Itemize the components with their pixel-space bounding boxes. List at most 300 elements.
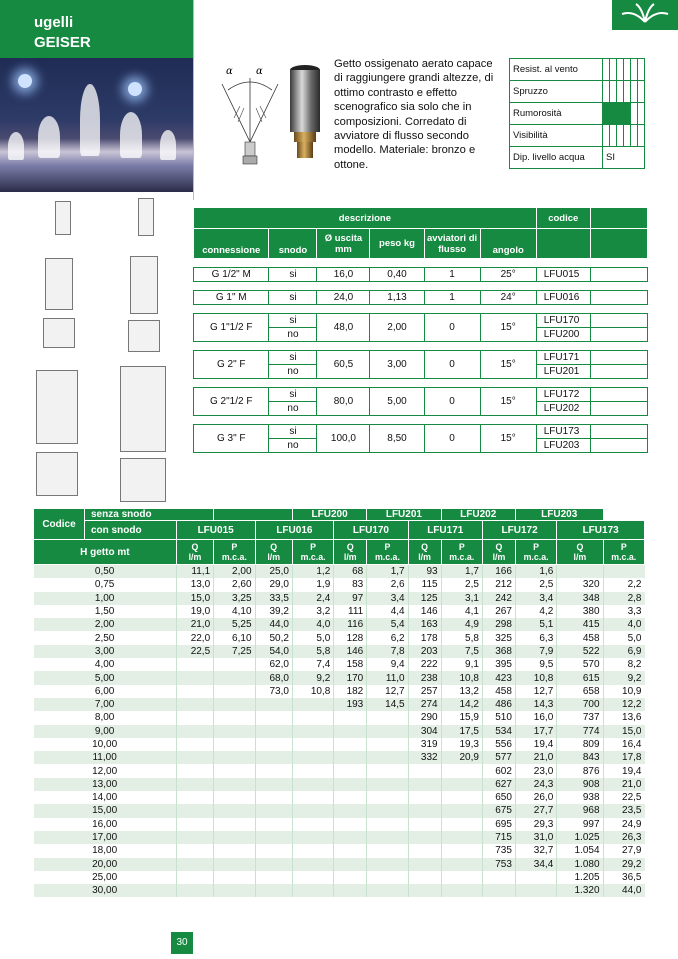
properties-table bbox=[509, 58, 645, 169]
water-jet bbox=[120, 112, 142, 158]
connection-cell: G 1/2" M bbox=[194, 268, 269, 282]
flow-q-cell bbox=[176, 858, 213, 871]
flow-q-cell: 39,2 bbox=[255, 605, 292, 618]
diameter-cell: 16,0 bbox=[317, 268, 370, 282]
angle-cell: 25° bbox=[480, 268, 536, 282]
flow-p-cell: 7,9 bbox=[515, 645, 556, 658]
flow-q-cell: 675 bbox=[482, 804, 515, 817]
flow-p-cell bbox=[367, 764, 408, 777]
flow-q-cell bbox=[334, 725, 367, 738]
flow-p-cell bbox=[441, 858, 482, 871]
col-peso: peso kg bbox=[370, 229, 424, 259]
flow-q-cell bbox=[176, 844, 213, 857]
senza-code: LFU200 bbox=[292, 509, 366, 521]
brand-logo-icon bbox=[612, 0, 678, 30]
flow-q-cell: 325 bbox=[482, 631, 515, 644]
code-row bbox=[194, 388, 648, 402]
con-snodo-row bbox=[34, 521, 645, 540]
angle-cell: 15° bbox=[480, 388, 536, 416]
code-row bbox=[194, 314, 648, 328]
flow-q-cell: 11,1 bbox=[176, 565, 213, 579]
flow-q-cell: 146 bbox=[408, 605, 441, 618]
angle-cell: 15° bbox=[480, 314, 536, 342]
height-cell: 2,00 bbox=[34, 618, 177, 631]
nozzle-spray-diagram bbox=[210, 62, 290, 172]
flow-p-cell bbox=[214, 764, 255, 777]
property-level-cell bbox=[624, 81, 631, 103]
con-snodo-label: con snodo bbox=[85, 521, 177, 540]
height-cell: 18,00 bbox=[34, 844, 177, 857]
flow-p-cell: 21,0 bbox=[603, 778, 644, 791]
code-row bbox=[194, 425, 648, 439]
empty-cell bbox=[590, 351, 647, 365]
connection-cell: G 1"1/2 F bbox=[194, 314, 269, 342]
diameter-cell: 48,0 bbox=[317, 314, 370, 342]
flow-row bbox=[34, 751, 645, 764]
q-header bbox=[176, 540, 213, 565]
senza-snodo-row bbox=[34, 509, 645, 521]
flow-p-cell: 3,2 bbox=[292, 605, 333, 618]
code-row bbox=[194, 291, 648, 305]
flow-p-cell: 5,1 bbox=[515, 618, 556, 631]
flow-q-cell: 570 bbox=[557, 658, 603, 671]
flow-q-cell: 695 bbox=[482, 818, 515, 831]
snodo-cell: si bbox=[269, 314, 317, 328]
p-label: P bbox=[533, 542, 540, 552]
empty-cell bbox=[590, 291, 647, 305]
flow-p-cell bbox=[367, 844, 408, 857]
flow-q-cell: 415 bbox=[557, 618, 603, 631]
flow-p-cell bbox=[367, 725, 408, 738]
flow-q-cell: 115 bbox=[408, 578, 441, 591]
q-header bbox=[557, 540, 603, 565]
flow-p-cell: 5,8 bbox=[441, 631, 482, 644]
flow-q-cell: 97 bbox=[334, 592, 367, 605]
flow-q-cell: 458 bbox=[482, 685, 515, 698]
flow-q-cell: 486 bbox=[482, 698, 515, 711]
angle-label-left: α bbox=[226, 66, 233, 77]
p-unit: m.c.a. bbox=[300, 552, 326, 562]
drawing-lfu173 bbox=[120, 366, 166, 452]
angle-cell: 15° bbox=[480, 425, 536, 453]
code-cell: LFU173 bbox=[536, 425, 590, 439]
weight-cell: 1,13 bbox=[370, 291, 424, 305]
flow-p-cell bbox=[214, 725, 255, 738]
property-level-cell bbox=[624, 59, 631, 81]
snodo-cell: si bbox=[269, 388, 317, 402]
p-header bbox=[292, 540, 333, 565]
weight-cell: 5,00 bbox=[370, 388, 424, 416]
flow-q-cell: 876 bbox=[557, 764, 603, 777]
flow-q-cell: 170 bbox=[334, 671, 367, 684]
code-cell: LFU015 bbox=[536, 268, 590, 282]
flow-q-cell: 116 bbox=[334, 618, 367, 631]
q-label: Q bbox=[270, 542, 278, 552]
flow-p-cell: 17,5 bbox=[441, 725, 482, 738]
flow-p-cell: 2,5 bbox=[515, 578, 556, 591]
flow-q-cell bbox=[255, 791, 292, 804]
flow-p-cell bbox=[214, 804, 255, 817]
flow-q-cell: 25,0 bbox=[255, 565, 292, 579]
q-label: Q bbox=[191, 542, 199, 552]
flow-q-cell: 577 bbox=[482, 751, 515, 764]
con-code: LFU015 bbox=[176, 521, 255, 540]
flow-p-cell bbox=[292, 791, 333, 804]
p-label: P bbox=[384, 542, 391, 552]
code-row bbox=[194, 351, 648, 365]
flow-q-cell bbox=[176, 725, 213, 738]
flow-row bbox=[34, 778, 645, 791]
property-level-cell bbox=[617, 59, 624, 81]
flow-q-cell bbox=[334, 778, 367, 791]
flow-q-cell: 242 bbox=[482, 592, 515, 605]
flow-p-cell bbox=[441, 818, 482, 831]
snodo-cell: si bbox=[269, 291, 317, 305]
flow-q-cell: 843 bbox=[557, 751, 603, 764]
flow-p-cell: 13,6 bbox=[603, 711, 644, 724]
flow-p-cell: 10,8 bbox=[292, 685, 333, 698]
flow-p-cell: 5,0 bbox=[603, 631, 644, 644]
flow-q-cell bbox=[334, 711, 367, 724]
flow-row bbox=[34, 764, 645, 777]
col-snodo: snodo bbox=[269, 229, 317, 259]
flow-q-cell bbox=[334, 764, 367, 777]
starters-cell: 0 bbox=[424, 314, 480, 342]
drawing-lfu173-base bbox=[120, 458, 166, 502]
flow-p-cell: 5,0 bbox=[292, 631, 333, 644]
flow-row bbox=[34, 605, 645, 618]
p-unit: m.c.a. bbox=[374, 552, 400, 562]
property-level-cell bbox=[638, 81, 645, 103]
flow-q-cell: 68,0 bbox=[255, 671, 292, 684]
flow-q-cell: 298 bbox=[482, 618, 515, 631]
property-row bbox=[510, 59, 645, 81]
flow-q-cell: 290 bbox=[408, 711, 441, 724]
property-level-cell bbox=[631, 59, 638, 81]
angle-cell: 24° bbox=[480, 291, 536, 305]
code-cell: LFU171 bbox=[536, 351, 590, 365]
flow-p-cell: 14,3 bbox=[515, 698, 556, 711]
snodo-cell: no bbox=[269, 402, 317, 416]
flow-p-cell: 24,9 bbox=[603, 818, 644, 831]
flow-p-cell bbox=[292, 698, 333, 711]
flow-row bbox=[34, 631, 645, 644]
flow-p-cell: 6,2 bbox=[367, 631, 408, 644]
flow-p-cell: 22,5 bbox=[603, 791, 644, 804]
water-jet bbox=[160, 130, 176, 160]
flow-p-cell: 5,4 bbox=[367, 618, 408, 631]
flow-p-cell: 9,2 bbox=[292, 671, 333, 684]
height-cell: 16,00 bbox=[34, 818, 177, 831]
flow-q-cell: 73,0 bbox=[255, 685, 292, 698]
p-label: P bbox=[458, 542, 465, 552]
con-code: LFU172 bbox=[482, 521, 556, 540]
height-cell: 25,00 bbox=[34, 871, 177, 884]
flow-p-cell: 7,4 bbox=[292, 658, 333, 671]
units-row bbox=[34, 540, 645, 565]
p-unit: m.c.a. bbox=[221, 552, 247, 562]
flow-p-cell: 9,1 bbox=[441, 658, 482, 671]
flow-q-cell bbox=[176, 658, 213, 671]
flow-p-cell: 26,0 bbox=[515, 791, 556, 804]
flow-q-cell: 68 bbox=[334, 565, 367, 579]
flow-q-cell bbox=[255, 831, 292, 844]
codes-table bbox=[193, 207, 648, 453]
starters-cell: 1 bbox=[424, 291, 480, 305]
flow-q-cell bbox=[176, 804, 213, 817]
p-label: P bbox=[620, 542, 627, 552]
property-label: Rumorosità bbox=[510, 103, 603, 125]
code-row bbox=[194, 268, 648, 282]
flow-p-cell bbox=[441, 884, 482, 897]
snodo-cell: si bbox=[269, 351, 317, 365]
flow-p-cell: 21,0 bbox=[515, 751, 556, 764]
flow-q-cell: 735 bbox=[482, 844, 515, 857]
property-level-cell bbox=[617, 81, 624, 103]
flow-q-cell bbox=[255, 844, 292, 857]
flow-p-cell bbox=[441, 791, 482, 804]
height-cell: 30,00 bbox=[34, 884, 177, 897]
p-unit: m.c.a. bbox=[611, 552, 637, 562]
property-row bbox=[510, 147, 645, 169]
flow-q-cell: 510 bbox=[482, 711, 515, 724]
flow-p-cell: 11,0 bbox=[367, 671, 408, 684]
flow-q-cell bbox=[176, 711, 213, 724]
diameter-cell: 100,0 bbox=[317, 425, 370, 453]
flow-p-cell bbox=[214, 778, 255, 791]
flow-q-cell bbox=[255, 818, 292, 831]
flow-q-cell: 44,0 bbox=[255, 618, 292, 631]
flow-q-cell: 203 bbox=[408, 645, 441, 658]
flow-row bbox=[34, 711, 645, 724]
flow-row bbox=[34, 831, 645, 844]
flow-p-cell: 44,0 bbox=[603, 884, 644, 897]
flow-q-cell: 222 bbox=[408, 658, 441, 671]
property-row bbox=[510, 81, 645, 103]
flow-p-cell: 12,7 bbox=[515, 685, 556, 698]
flow-q-cell: 715 bbox=[482, 831, 515, 844]
flow-q-cell bbox=[334, 818, 367, 831]
flow-p-cell bbox=[441, 764, 482, 777]
col-codice bbox=[536, 229, 590, 259]
flow-q-cell: 257 bbox=[408, 685, 441, 698]
flow-p-cell: 4,4 bbox=[367, 605, 408, 618]
flow-q-cell bbox=[255, 804, 292, 817]
code-cell: LFU202 bbox=[536, 402, 590, 416]
flow-q-cell bbox=[334, 751, 367, 764]
flow-p-cell bbox=[367, 818, 408, 831]
flow-p-cell: 14,2 bbox=[441, 698, 482, 711]
drawing-lfu171-base bbox=[36, 452, 78, 496]
flow-p-cell bbox=[441, 831, 482, 844]
flow-q-cell: 753 bbox=[482, 858, 515, 871]
property-level-cell bbox=[638, 125, 645, 147]
flow-p-cell: 5,8 bbox=[292, 645, 333, 658]
q-label: Q bbox=[495, 542, 503, 552]
flow-p-cell: 4,0 bbox=[292, 618, 333, 631]
flow-p-cell: 4,9 bbox=[441, 618, 482, 631]
flow-row bbox=[34, 698, 645, 711]
h-getto-header: H getto mt bbox=[34, 540, 177, 565]
flow-q-cell bbox=[176, 698, 213, 711]
senza-code: LFU203 bbox=[515, 509, 603, 521]
q-header bbox=[408, 540, 441, 565]
flow-q-cell: 54,0 bbox=[255, 645, 292, 658]
code-cell: LFU201 bbox=[536, 365, 590, 379]
senza-snodo-label: senza snodo bbox=[85, 509, 214, 521]
flow-p-cell bbox=[441, 871, 482, 884]
flow-p-cell: 1,7 bbox=[441, 565, 482, 579]
flow-p-cell: 10,9 bbox=[603, 685, 644, 698]
code-cell: LFU200 bbox=[536, 328, 590, 342]
nozzle-product-photo bbox=[286, 62, 324, 162]
connection-cell: G 2" F bbox=[194, 351, 269, 379]
flow-p-cell: 19,3 bbox=[441, 738, 482, 751]
col-connessione: connessione bbox=[194, 229, 269, 259]
diameter-cell: 80,0 bbox=[317, 388, 370, 416]
flow-q-cell: 1.054 bbox=[557, 844, 603, 857]
flow-p-cell: 2,4 bbox=[292, 592, 333, 605]
flow-p-cell bbox=[214, 818, 255, 831]
flow-p-cell bbox=[367, 791, 408, 804]
property-level-cell bbox=[610, 103, 617, 125]
flow-q-cell bbox=[334, 831, 367, 844]
con-code: LFU171 bbox=[408, 521, 482, 540]
flow-p-cell: 4,10 bbox=[214, 605, 255, 618]
flow-q-cell: 332 bbox=[408, 751, 441, 764]
flow-p-cell bbox=[292, 725, 333, 738]
flow-q-cell: 380 bbox=[557, 605, 603, 618]
flow-p-cell bbox=[367, 711, 408, 724]
flow-q-cell: 83 bbox=[334, 578, 367, 591]
flow-p-cell: 7,8 bbox=[367, 645, 408, 658]
flow-row bbox=[34, 685, 645, 698]
flow-p-cell: 31,0 bbox=[515, 831, 556, 844]
flow-q-cell: 163 bbox=[408, 618, 441, 631]
flow-q-cell bbox=[176, 884, 213, 897]
flow-q-cell bbox=[255, 751, 292, 764]
flow-p-cell: 14,5 bbox=[367, 698, 408, 711]
flow-row bbox=[34, 725, 645, 738]
p-header bbox=[214, 540, 255, 565]
property-label: Dip. livello acqua bbox=[510, 147, 603, 169]
flow-p-cell: 1,7 bbox=[367, 565, 408, 579]
flow-p-cell: 5,25 bbox=[214, 618, 255, 631]
weight-cell: 8,50 bbox=[370, 425, 424, 453]
desc-header: descrizione bbox=[194, 208, 537, 229]
flow-q-cell bbox=[334, 871, 367, 884]
flow-q-cell bbox=[408, 804, 441, 817]
flow-q-cell bbox=[255, 725, 292, 738]
property-level-cell bbox=[624, 103, 631, 125]
height-cell: 3,00 bbox=[34, 645, 177, 658]
p-header bbox=[441, 540, 482, 565]
flow-p-cell bbox=[292, 738, 333, 751]
col-angolo: angolo bbox=[480, 229, 536, 259]
flow-p-cell bbox=[441, 804, 482, 817]
flow-q-cell bbox=[176, 778, 213, 791]
flow-q-cell bbox=[408, 871, 441, 884]
flow-q-cell: 267 bbox=[482, 605, 515, 618]
flow-p-cell bbox=[292, 884, 333, 897]
flow-p-cell: 15,9 bbox=[441, 711, 482, 724]
property-level-cell bbox=[603, 125, 610, 147]
flow-q-cell: 62,0 bbox=[255, 658, 292, 671]
flow-row bbox=[34, 738, 645, 751]
flow-p-cell bbox=[603, 565, 644, 579]
height-cell: 1,00 bbox=[34, 592, 177, 605]
height-cell: 2,50 bbox=[34, 631, 177, 644]
senza-code: LFU201 bbox=[367, 509, 441, 521]
flow-q-cell: 33,5 bbox=[255, 592, 292, 605]
flow-q-cell: 1.205 bbox=[557, 871, 603, 884]
flow-row bbox=[34, 592, 645, 605]
flow-p-cell: 2,8 bbox=[603, 592, 644, 605]
flow-p-cell: 2,5 bbox=[441, 578, 482, 591]
angle-cell: 15° bbox=[480, 351, 536, 379]
flow-q-cell bbox=[176, 751, 213, 764]
code-cell: LFU170 bbox=[536, 314, 590, 328]
flow-p-cell: 8,2 bbox=[603, 658, 644, 671]
property-level-cell bbox=[631, 81, 638, 103]
flow-p-cell bbox=[214, 844, 255, 857]
empty-cell bbox=[590, 328, 647, 342]
height-cell: 7,00 bbox=[34, 698, 177, 711]
flow-q-cell: 423 bbox=[482, 671, 515, 684]
con-code: LFU170 bbox=[334, 521, 408, 540]
flow-row bbox=[34, 578, 645, 591]
property-level-cell bbox=[603, 59, 610, 81]
flow-q-cell bbox=[482, 871, 515, 884]
flow-q-cell bbox=[176, 791, 213, 804]
flow-q-cell: 997 bbox=[557, 818, 603, 831]
flow-q-cell: 21,0 bbox=[176, 618, 213, 631]
flow-row bbox=[34, 565, 645, 579]
flow-p-cell: 16,0 bbox=[515, 711, 556, 724]
flow-p-cell bbox=[292, 711, 333, 724]
flow-q-cell: 320 bbox=[557, 578, 603, 591]
flow-q-cell bbox=[255, 738, 292, 751]
q-label: Q bbox=[346, 542, 354, 552]
property-level-cell bbox=[631, 103, 638, 125]
height-cell: 14,00 bbox=[34, 791, 177, 804]
flow-q-cell: 458 bbox=[557, 631, 603, 644]
flow-p-cell: 29,2 bbox=[603, 858, 644, 871]
flow-row bbox=[34, 871, 645, 884]
flow-q-cell bbox=[176, 764, 213, 777]
flow-p-cell bbox=[292, 804, 333, 817]
code-cell: LFU203 bbox=[536, 439, 590, 453]
flow-q-cell bbox=[334, 791, 367, 804]
connection-cell: G 1" M bbox=[194, 291, 269, 305]
flow-q-cell bbox=[408, 858, 441, 871]
flow-q-cell: 50,2 bbox=[255, 631, 292, 644]
flow-q-cell bbox=[176, 871, 213, 884]
flow-q-cell bbox=[255, 764, 292, 777]
flow-q-cell: 15,0 bbox=[176, 592, 213, 605]
flow-p-cell: 6,3 bbox=[515, 631, 556, 644]
flow-p-cell: 1,9 bbox=[292, 578, 333, 591]
drawing-lfu170 bbox=[130, 256, 158, 314]
flow-p-cell bbox=[214, 658, 255, 671]
empty-cell bbox=[590, 314, 647, 328]
empty-header bbox=[590, 208, 647, 229]
flow-p-cell bbox=[292, 858, 333, 871]
flow-q-cell: 968 bbox=[557, 804, 603, 817]
flow-row bbox=[34, 658, 645, 671]
flow-q-cell bbox=[408, 844, 441, 857]
snodo-cell: no bbox=[269, 365, 317, 379]
